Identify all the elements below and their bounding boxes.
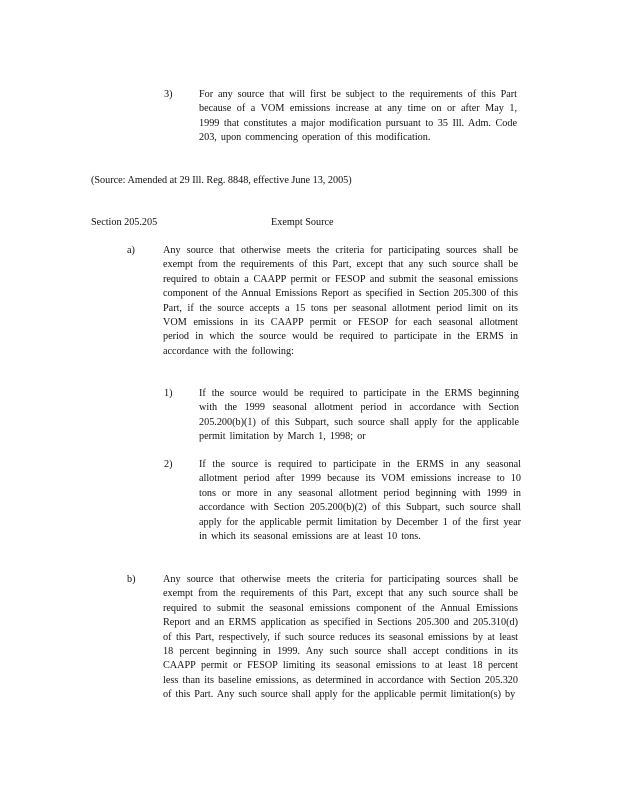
item-3-marker: 3) — [164, 89, 173, 100]
section-number: Section 205.205 — [91, 217, 158, 228]
subsection-a-item-2-marker: 2) — [164, 459, 173, 470]
subsection-a-text: Any source that otherwise meets the criteria for participating sources shall be exempt from the requirements of this Part, except that any such source shall be required to obtain a CAAPP permit or FESOP and submit the seasonal emissions component of the Annual Emissions Report as specified in Section 205.300 of this Part, if the source accepts a 15 tons per seasonal allotment period limit on its VOM emissions in its CAAPP permit or FESOP for each seasonal allotment period in which the source would be required to participate in the ERMS in accordance with the following: — [163, 245, 518, 357]
subsection-b-marker: b) — [127, 574, 136, 585]
subsection-a-item-1-text: If the source would be required to participate in the ERMS beginning with the 1999 seasonal allotment period in accordance with Section 205.200(b)(1) of this Subpart, such source shall apply for the applicable permit limitation by March 1, 1998; or — [199, 388, 519, 443]
source-note: (Source: Amended at 29 Ill. Reg. 8848, effective June 13, 2005) — [91, 175, 352, 186]
section-title: Exempt Source — [271, 217, 334, 228]
subsection-a-item-2-text: If the source is required to participate in the ERMS in any seasonal allotment period after 1999 because its VOM emissions increase to 10 tons or more in any seasonal allotment period beginning with 1999 in accordance with Section 205.200(b)(2) of this Subpart, such source shall apply for the applicable permit limitation by December 1 of the first year in which its seasonal emissions are at least 10 tons. — [199, 459, 521, 543]
subsection-a-item-1-marker: 1) — [164, 388, 173, 399]
subsection-a-marker: a) — [127, 245, 135, 256]
item-3-text: For any source that will first be subject to the requirements of this Part because of a VOM emissions increase at any time on or after May 1, 1999 that constitutes a major modification pursuant to 35 Ill. Adm. Code 203, upon commencing operation of this modification. — [199, 89, 517, 144]
subsection-b-text: Any source that otherwise meets the criteria for participating sources shall be exempt from the requirements of this Part, except that any such source shall be required to submit the seasonal emissions component of the Annual Emissions Report and an ERMS application as specified in Sections 205.300 and 205.310(d) of this Part, respectively, if such source reduces its seasonal emissions by at least 18 percent beginning in 1999. Any such source shall accept conditions in its CAAPP permit or FESOP limiting its seasonal emissions to at least 18 percent less than its baseline emissions, as determined in accordance with Section 205.320 of this Part. Any such source shall apply for the applicable permit limitation(s) by — [163, 574, 518, 701]
